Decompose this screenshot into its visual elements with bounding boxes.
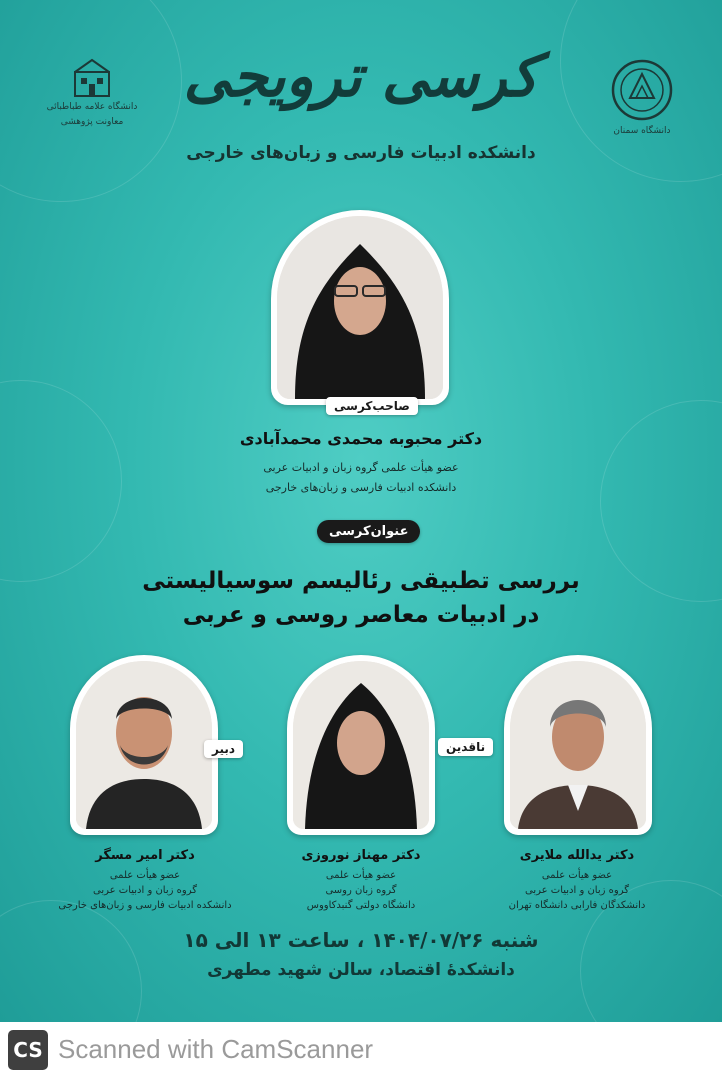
event-datetime: شنبه ۱۴۰۴/۰۷/۲۶ ، ساعت ۱۳ الی ۱۵ — [183, 928, 539, 952]
woman-hijab-portrait-icon — [277, 216, 443, 399]
man-portrait-icon — [76, 661, 212, 829]
woman-scarf-portrait-icon — [293, 661, 429, 829]
affiliation-line: عضو هیأت علمی — [541, 870, 613, 881]
right-logo-text: دانشگاه سمنان — [613, 126, 671, 136]
affiliation-line: دانشکدگان فارابی دانشگاه تهران — [508, 900, 646, 911]
owner-photo-frame — [271, 210, 449, 405]
critics-role-badge: ناقدین — [438, 738, 493, 756]
owner-affiliation — [0, 458, 722, 498]
owner-name: دکتر محبوبه محمدی محمدآبادی — [239, 429, 483, 448]
topic-line-2: در ادبیات معاصر روسی و عربی — [182, 602, 540, 628]
critic-1-photo — [293, 661, 429, 829]
owner-photo — [277, 216, 443, 399]
page-title: کرسی ترویجی — [183, 42, 539, 110]
person-name: دکتر مهناز نوروزی — [301, 848, 421, 863]
camscanner-logo-icon: CS — [8, 1030, 48, 1070]
person-affiliation — [472, 868, 682, 913]
critic-2-photo-frame — [504, 655, 652, 835]
secretary-role-badge: دبیر — [204, 740, 243, 758]
person-affiliation — [40, 868, 250, 913]
person-name: دکتر امیر مسگر — [95, 848, 195, 863]
topic-badge: عنوان‌کرسی — [317, 520, 420, 543]
person-affiliation — [256, 868, 466, 913]
owner-role-badge: صاحب‌کرسی — [326, 397, 418, 415]
affiliation-line: گروه زبان روسی — [325, 885, 397, 896]
critic-2-photo — [510, 661, 646, 829]
affiliation-line: دانشکده ادبیات فارسی و زبان‌های خارجی — [58, 900, 232, 911]
topic-line-1: بررسی تطبیقی رئالیسم سوسیالیستی — [142, 568, 580, 594]
left-logo-line-2: معاونت پژوهشی — [60, 117, 124, 127]
page-subtitle: دانشکده ادبیات فارسی و زبان‌های خارجی — [186, 143, 536, 163]
event-place: دانشکدهٔ اقتصاد، سالن شهید مطهری — [207, 960, 515, 980]
person-name: دکتر یدالله ملایری — [519, 848, 635, 863]
critic-1-photo-frame — [287, 655, 435, 835]
owner-affiliation-line-2: دانشکده ادبیات فارسی و زبان‌های خارجی — [265, 481, 457, 494]
secretary-photo — [76, 661, 212, 829]
affiliation-line: عضو هیأت علمی — [325, 870, 397, 881]
secretary-photo-frame — [70, 655, 218, 835]
man-suit-portrait-icon — [510, 661, 646, 829]
affiliation-line: گروه زبان و ادبیات عربی — [525, 885, 629, 896]
affiliation-line: دانشگاه دولتی گنبدکاووس — [306, 900, 416, 911]
affiliation-line: گروه زبان و ادبیات عربی — [93, 885, 197, 896]
affiliation-line: عضو هیأت علمی — [109, 870, 181, 881]
left-logo-line-1: دانشگاه علامه طباطبائی — [46, 102, 138, 112]
owner-affiliation-line-1: عضو هیأت علمی گروه زبان و ادبیات عربی — [263, 461, 459, 474]
scanner-watermark-text: Scanned with CamScanner — [58, 1034, 374, 1064]
